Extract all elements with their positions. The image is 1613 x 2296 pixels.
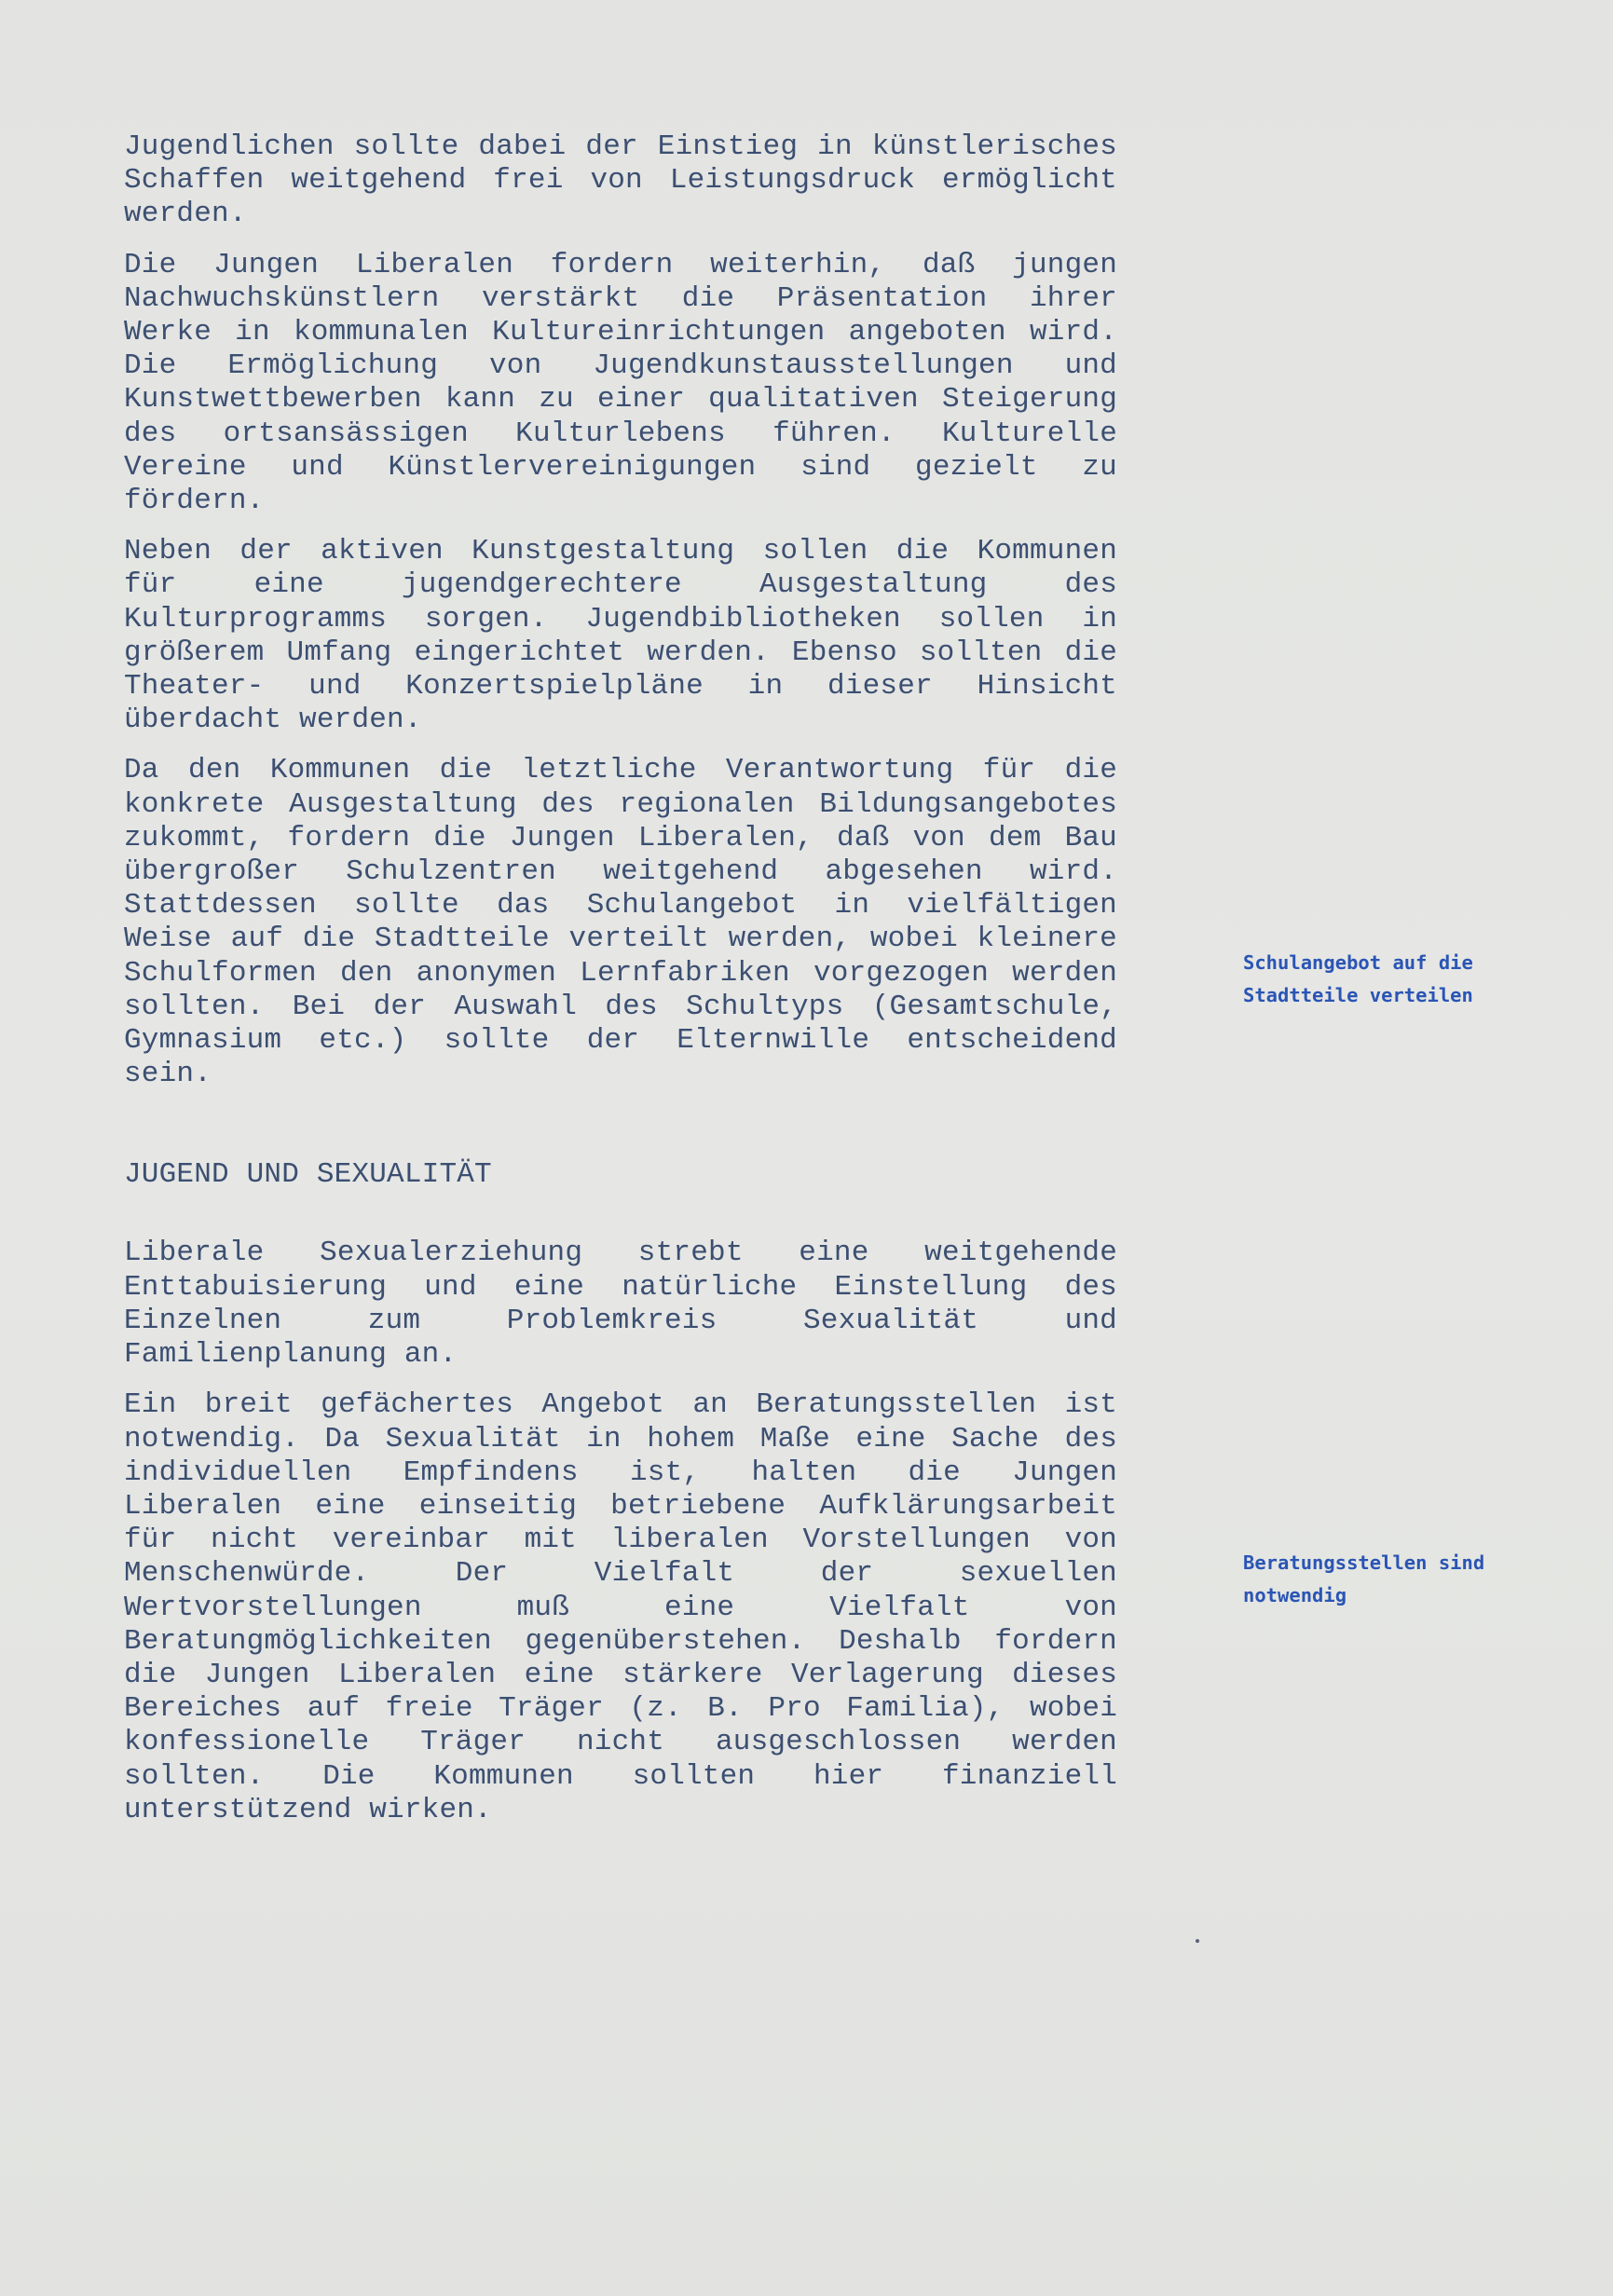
section-heading: JUGEND UND SEXUALITÄT xyxy=(124,1158,492,1192)
paragraph-1: Jugendlichen sollte dabei der Einstieg in künstlerisches Schaffen weitgehend frei von Leistungsdruck ermöglicht werden. xyxy=(124,130,1117,231)
paragraph-3: Neben der aktiven Kunstgestaltung sollen die Kommunen für eine jugendgerechtere Ausgestaltung des Kulturprogramms sorgen. Jugendbibliotheken sollen in größerem Umfang eingerichtet werden. Ebenso sollten die Theater- und Konzertspielpläne in dieser Hinsicht überdacht werden. xyxy=(124,535,1117,737)
paragraph-4: Da den Kommunen die letztliche Verantwortung für die konkrete Ausgestaltung des regionalen Bildungsangebotes zukommt, fordern die Jungen Liberalen, daß von dem Bau übergroßer Schulzentren weitgehend abgesehen wird. Stattdessen sollte das Schulangebot in vielfältigen Weise auf die Stadtteile verteilt werden, wobei kleinere Schulformen den anonymen Lernfabriken vorgezogen werden sollten. Bei der Auswahl des Schultyps (Gesamtschule, Gymnasium etc.) sollte der Elternwille entscheidend sein. xyxy=(124,754,1117,1091)
paragraph-5: Liberale Sexualerziehung strebt eine weitgehende Enttabuisierung und eine natürliche Einstellung des Einzelnen zum Problemkreis Sexualität und Familienplanung an. xyxy=(124,1237,1117,1372)
paragraph-2: Die Jungen Liberalen fordern weiterhin, daß jungen Nachwuchskünstlern verstärkt die Präsentation ihrer Werke in kommunalen Kultureinrichtungen angeboten wird. Die Ermöglichung von Jugendkunstausstellungen und Kunstwettbewerben kann zu einer qualitativen Steigerung des ortsansässigen Kulturlebens führen. Kulturelle Vereine und Künstlervereinigungen sind gezielt zu fördern. xyxy=(124,248,1117,518)
main-text-column xyxy=(124,130,1117,1844)
paragraph-6: Ein breit gefächertes Angebot an Beratungsstellen ist notwendig. Da Sexualität in hohem Maße eine Sache des individuellen Empfindens ist, halten die Jungen Liberalen eine einseitig betriebene Aufklärungsarbeit für nicht vereinbar mit liberalen Vorstellungen von Menschenwürde. Der Vielfalt der sexuellen Wertvorstellungen muß eine Vielfalt von Beratungmöglichkeiten gegenüberstehen. Deshalb fordern die Jungen Liberalen eine stärkere Verlagerung dieses Bereiches auf freie Träger (z. B. Pro Familia), wobei konfessionelle Träger nicht ausgeschlossen werden sollten. Die Kommunen sollten hier finanziell unterstützend wirken. xyxy=(124,1388,1117,1826)
margin-note-beratungsstellen: Beratungsstellen sind notwendig xyxy=(1243,1551,1485,1606)
margin-note-schulangebot: Schulangebot auf die Stadtteile verteilen xyxy=(1243,951,1473,1006)
ink-dot xyxy=(1196,1939,1199,1943)
